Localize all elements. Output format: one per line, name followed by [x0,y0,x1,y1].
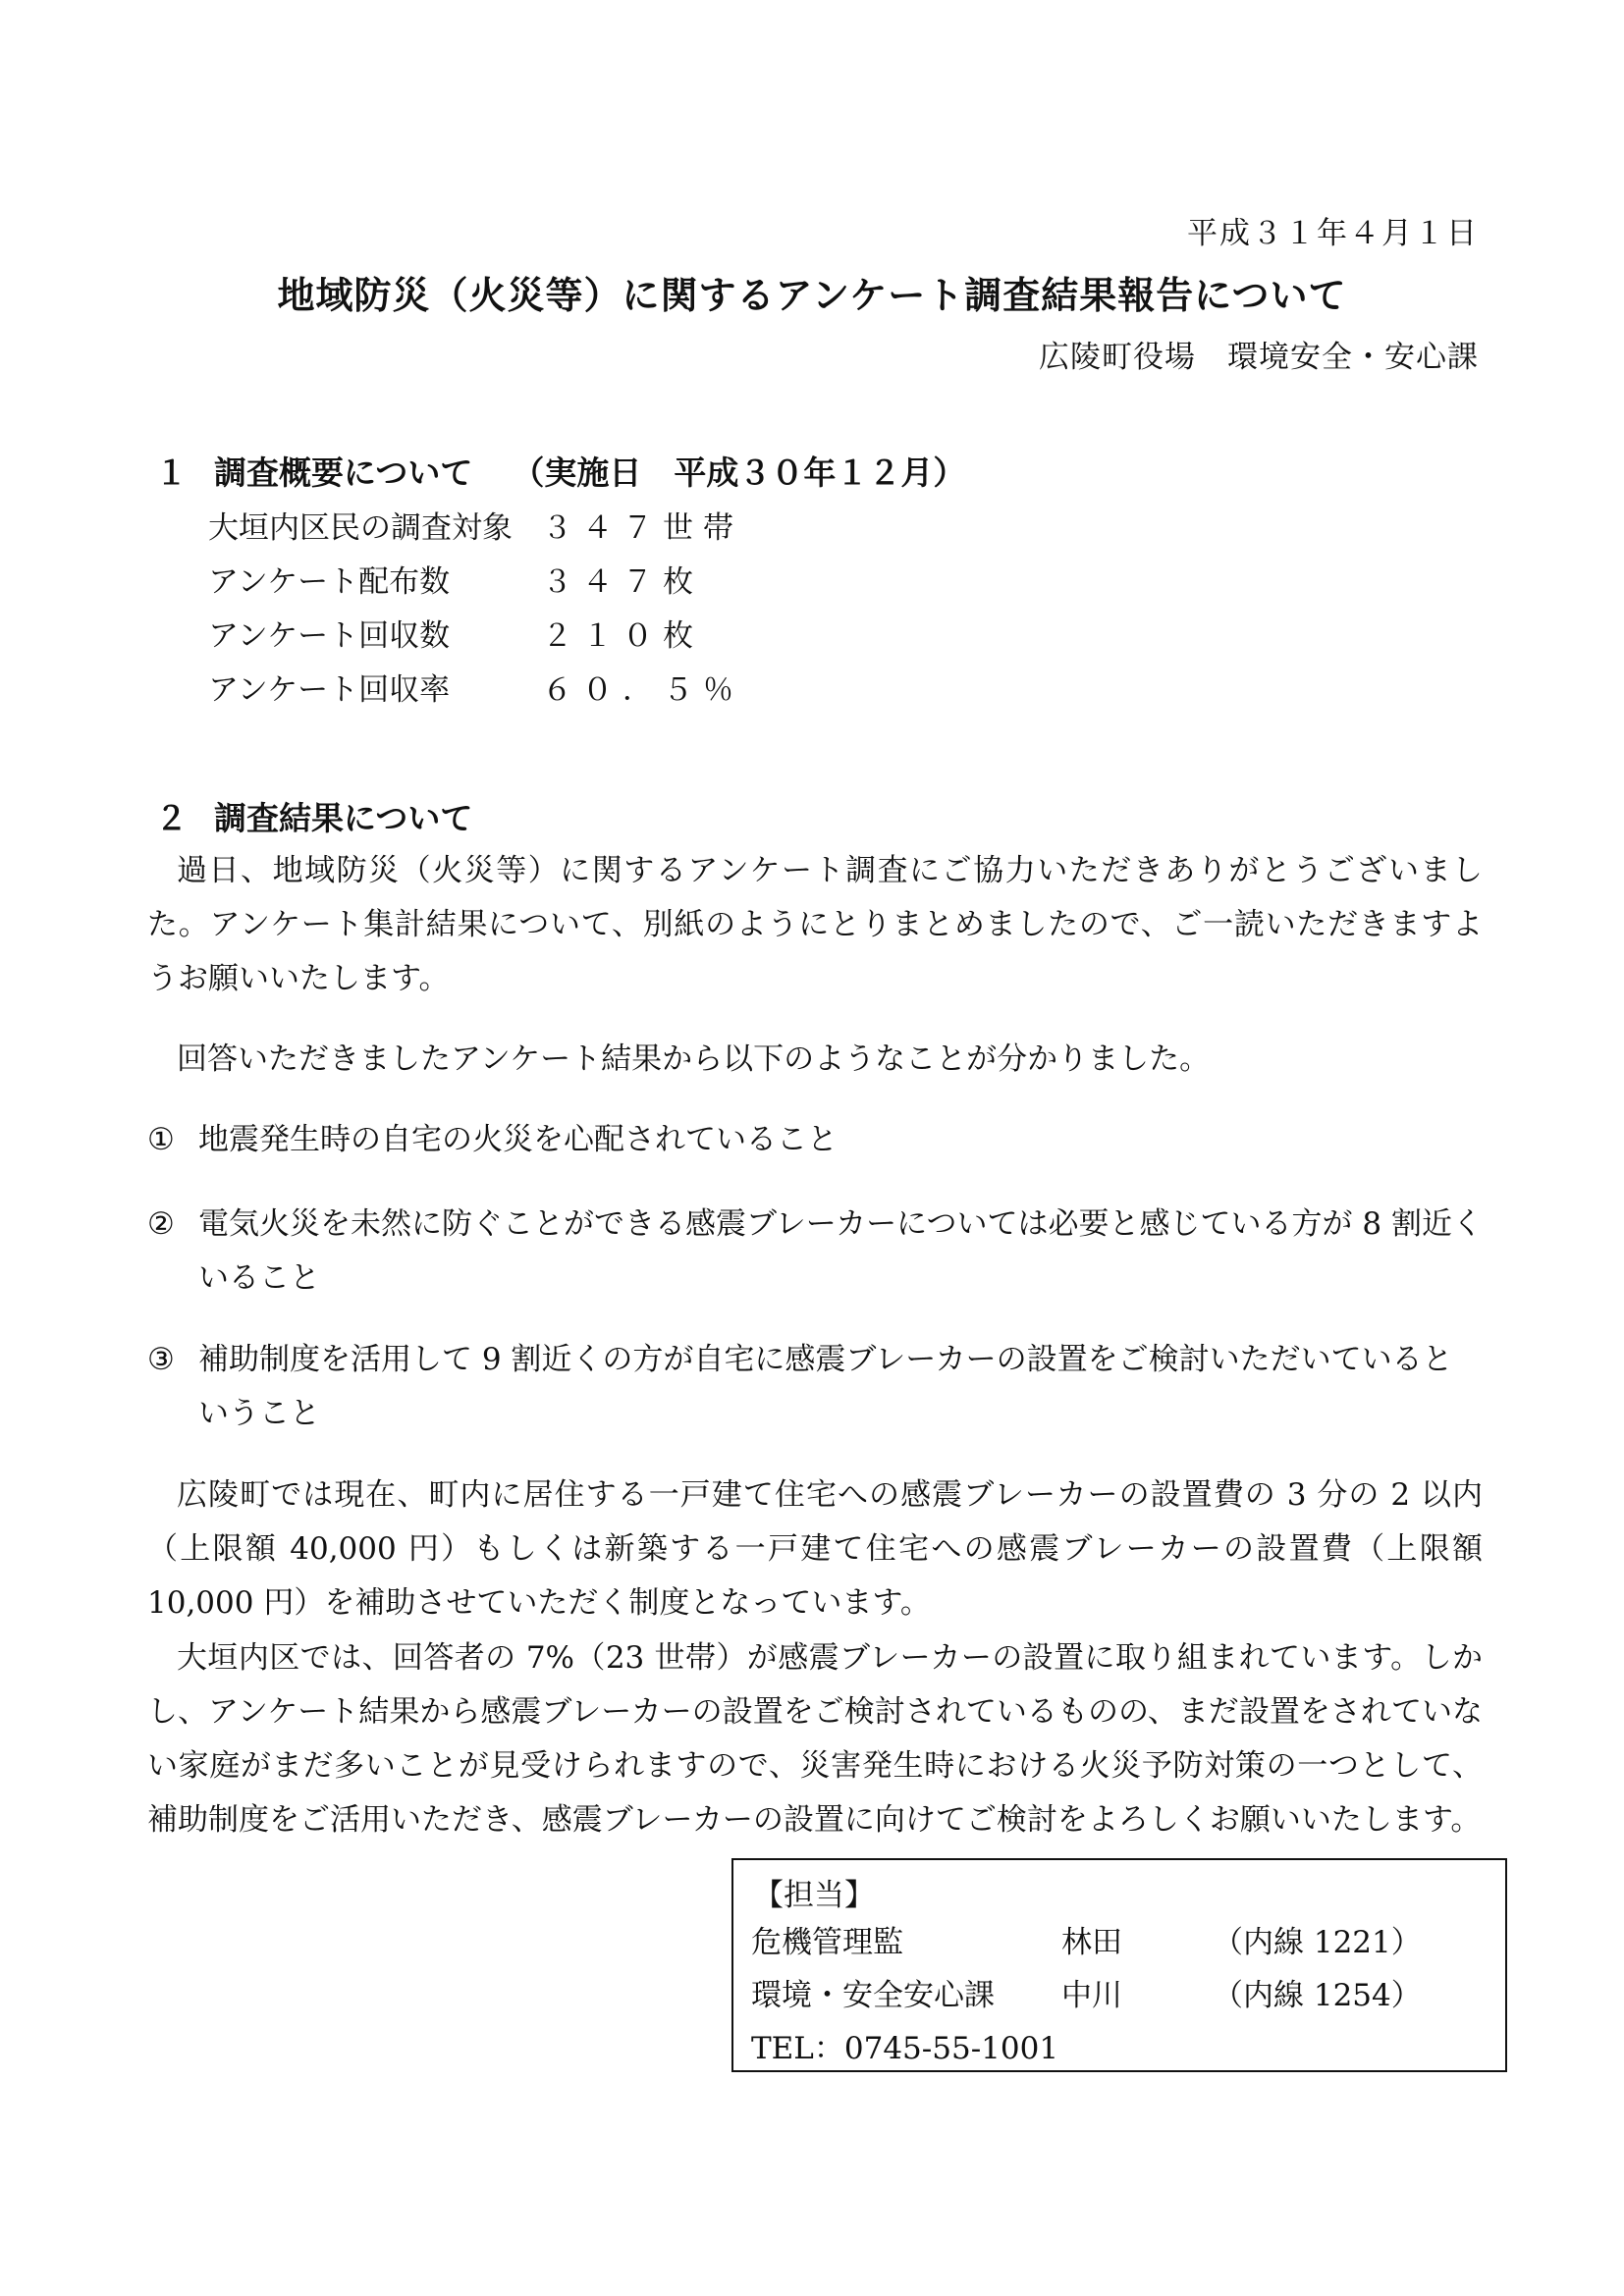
finding-item [147,1198,1483,1306]
overview-label: アンケート回収数 [208,618,451,654]
overview-value: ２１０枚 [542,618,703,654]
overview-value: ３４７枚 [542,564,703,600]
section1-subheading: （実施日 平成３０年１２月） [512,454,966,492]
overview-label: アンケート回収率 [208,672,451,708]
finding-text: 補助制度を活用して 9 割近くの方が自宅に感震ブレーカーの設置をご検討いただいているということ [198,1342,1453,1431]
section1-number: １ [155,454,188,492]
finding-mark: ② [147,1206,175,1242]
section2-number: ２ [155,799,188,837]
finding-item [147,1333,1483,1441]
contact-extension: （内線 1254） [1213,1978,1422,2013]
overview-row [208,503,743,547]
overview-row [208,665,743,709]
finding-mark: ③ [147,1342,175,1377]
contact-extension: （内線 1221） [1213,1925,1422,1960]
subsidy-paragraph: 広陵町では現在、町内に居住する一戸建て住宅への感震ブレーカーの設置費の 3 分の 2 以内（上限額 40,000 円）もしくは新築する一戸建て住宅への感震ブレーカーの設置費（上限額 10,000 円）を補助させていただく制度となっています。 [147,1477,1483,1621]
overview-value: ６０．５％ [542,672,743,708]
overview-label: アンケート配布数 [208,564,451,600]
contact-heading: 【担当】 [753,1878,875,1913]
section1-heading [155,448,965,494]
section1-title: 調査概要について [214,454,473,492]
section2-heading [155,793,472,839]
closing-paragraph: 大垣内区では、回答者の 7%（23 世帯）が感震ブレーカーの設置に取り組まれています。しかし、アンケート結果から感震ブレーカーの設置をご検討されているものの、まだ設置をされていない家庭がまだ多いことが見受けられますので、災害発生時における火災予防対策の一つとして、補助制度をご活用いただき、感震ブレーカーの設置に向けてご検討をよろしくお願いいたします。 [147,1640,1483,1838]
lead-paragraph: 回答いただきましたアンケート結果から以下のようなことが分かりました。 [177,1041,1211,1077]
finding-text: 地震発生時の自宅の火災を心配されていること [198,1122,838,1157]
finding-text: 電気火災を未然に防ぐことができる感震ブレーカーについては必要と感じている方が 8 割近くいること [198,1206,1483,1296]
contact-role: 環境・安全安心課 [751,1978,995,2013]
section2-title: 調査結果について [214,799,473,837]
overview-row [208,611,703,655]
document-title: 地域防災（火災等）に関するアンケート調査結果報告について [277,274,1347,317]
contact-box [731,1858,1507,2072]
finding-mark: ① [147,1122,175,1157]
contact-name: 林田 [1061,1925,1122,1960]
contact-telephone: TEL：0745-55-1001 [751,2031,1059,2066]
overview-row [208,557,703,601]
contact-role: 危機管理監 [751,1925,903,1960]
document-date: 平成３１年４月１日 [1187,216,1479,251]
overview-value: ３４７世帯 [542,510,743,546]
finding-item [147,1113,1483,1167]
issuing-organization: 広陵町役場 環境安全・安心課 [1039,340,1479,375]
contact-name: 中川 [1061,1978,1122,2013]
intro-paragraph: 過日、地域防災（火災等）に関するアンケート調査にご協力いただきありがとうございました。アンケート集計結果について、別紙のようにとりまとめましたので、ご一読いただきますようお願いいたします。 [147,853,1483,996]
overview-label: 大垣内区民の調査対象 [208,510,513,546]
